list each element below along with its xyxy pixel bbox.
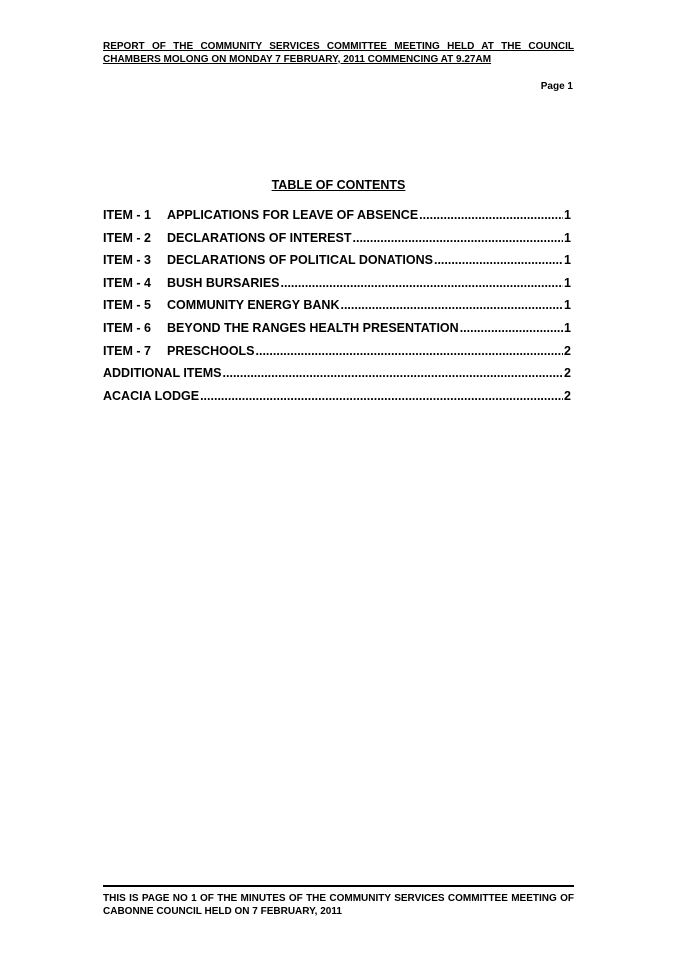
toc-title: TABLE OF CONTENTS [271,178,406,192]
footer-divider [103,885,574,887]
toc-dot-leader [434,253,563,267]
toc-entry-item-7[interactable] [103,344,571,367]
toc-entry-acacia-lodge[interactable] [103,389,571,412]
toc-entry-page: 2 [564,366,571,381]
toc-entry-title: COMMUNITY ENERGY BANK [167,298,340,313]
toc-entry-page: 1 [564,230,571,245]
toc-entry-title: BUSH BURSARIES [167,275,280,290]
toc-entry-item-1[interactable] [103,208,571,231]
toc-entry-number: ITEM - 2 [103,230,151,245]
toc-entry-title: DECLARATIONS OF POLITICAL DONATIONS [167,253,433,268]
toc-entry-additional-items[interactable] [103,366,571,389]
toc-entry-page: 1 [564,320,571,335]
toc-entry-title: PRESCHOOLS [167,343,255,358]
toc-dot-leader [419,208,563,222]
toc-entry-page: 1 [564,298,571,313]
toc-entry-page: 1 [564,208,571,222]
toc-entry-page: 2 [564,343,571,358]
toc-dot-leader [340,298,563,312]
toc-dot-leader [353,231,564,245]
toc-entry-number: ITEM - 6 [103,320,151,335]
page-number: Page 1 [540,81,573,92]
toc-dot-leader [460,321,563,335]
toc-entry-title: ACACIA LODGE [103,388,200,403]
toc-entry-title: ADDITIONAL ITEMS [103,366,222,381]
toc-entry-title: DECLARATIONS OF INTEREST [167,230,352,245]
toc-list [103,208,571,411]
toc-entry-item-2[interactable] [103,231,571,254]
toc-entry-item-6[interactable] [103,321,571,344]
toc-entry-item-4[interactable] [103,276,571,299]
toc-dot-leader [223,366,564,380]
toc-entry-item-3[interactable] [103,253,571,276]
toc-entry-item-5[interactable] [103,298,571,321]
toc-dot-leader [200,389,563,403]
toc-entry-title: APPLICATIONS FOR LEAVE OF ABSENCE [167,208,419,222]
toc-entry-number: ITEM - 3 [103,253,151,268]
toc-entry-number: ITEM - 4 [103,275,151,290]
report-header: REPORT OF THE COMMUNITY SERVICES COMMITTEE MEETING HELD AT THE COUNCIL CHAMBERS MOLONG ON MONDAY 7 FEBRUARY, 2011 COMMENCING AT 9.27AM [103,41,574,65]
toc-entry-number: ITEM - 5 [103,298,151,313]
toc-entry-page: 1 [564,253,571,268]
page-footer: THIS IS PAGE NO 1 OF THE MINUTES OF THE COMMUNITY SERVICES COMMITTEE MEETING OF CABONNE COUNCIL HELD ON 7 FEBRUARY, 2011 [103,893,574,917]
toc-entry-page: 1 [564,275,571,290]
toc-entry-number: ITEM - 1 [103,208,151,222]
toc-entry-number: ITEM - 7 [103,343,151,358]
toc-entry-title: BEYOND THE RANGES HEALTH PRESENTATION [167,320,459,335]
toc-entry-page: 2 [564,388,571,403]
toc-dot-leader [256,344,564,358]
toc-dot-leader [281,276,564,290]
